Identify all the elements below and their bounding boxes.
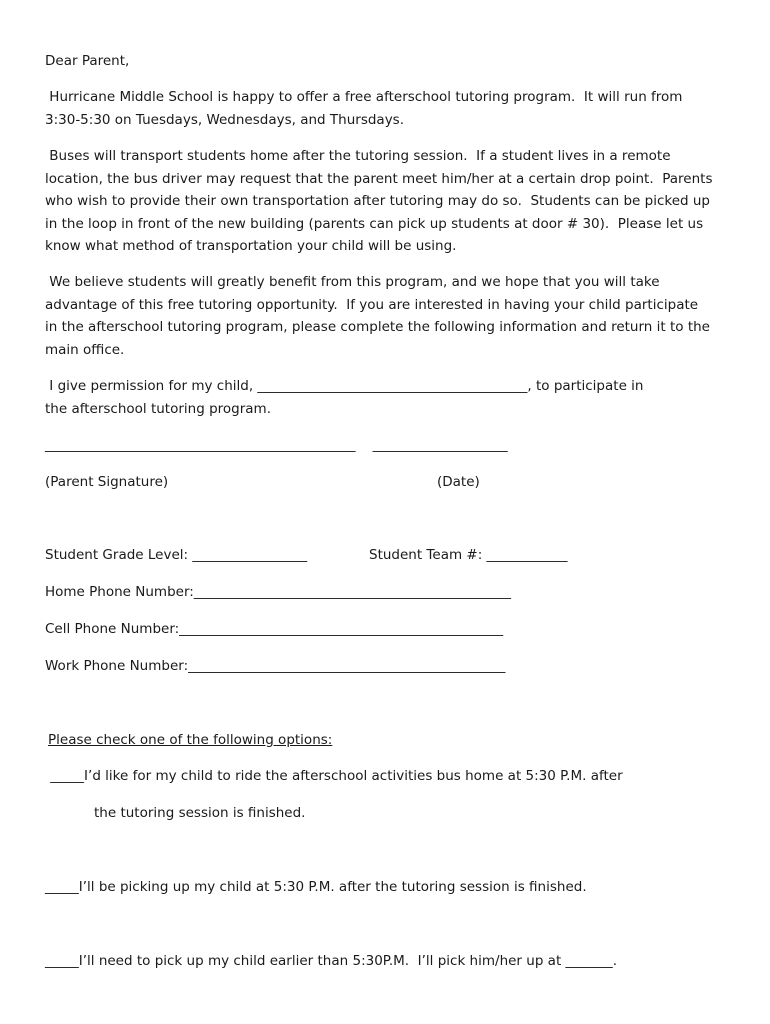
date-label: (Date) [437,474,480,490]
work-phone-field[interactable]: Work Phone Number:_______________________________________________ [45,658,506,674]
grade-level-field[interactable]: Student Grade Level: _________________ [45,547,308,563]
text-line: I give permission for my child, ________________________________________, to participate in [45,378,644,394]
text-line: in the afterschool tutoring program, please complete the following information and return it to the [45,319,710,335]
text-line: the afterschool tutoring program. [45,400,271,417]
option-pickup-530[interactable]: _____I’ll be picking up my child at 5:30 P.M. after the tutoring session is finished. [45,879,587,895]
permission-paragraph [45,375,725,420]
text-line: We believe students will greatly benefit from this program, and we hope that you will take [45,274,660,290]
text-line: location, the bus driver may request that the parent meet him/her at a certain drop point. Parents [45,170,713,187]
option-pickup-early[interactable]: _____I’ll need to pick up my child earlier than 5:30P.M. I’ll pick him/her up at _______. [45,953,618,969]
options-heading: Please check one of the following options: [48,732,333,748]
transport-paragraph [45,145,725,258]
home-phone-field[interactable]: Home Phone Number:_______________________________________________ [45,584,512,600]
text-line: in the loop in front of the new building (parents can pick up students at door # 30). Please let us [45,215,704,232]
greeting: Dear Parent, [45,53,130,69]
text-line: know what method of transportation your child will be using. [45,238,457,254]
parent-signature-label: (Parent Signature) [45,474,169,490]
intro-paragraph [45,86,725,131]
cell-phone-field[interactable]: Cell Phone Number:________________________________________________ [45,621,504,637]
signature-line[interactable]: ______________________________________________ ____________________ [45,437,508,453]
text-line: Buses will transport students home after the tutoring session. If a student lives in a remote [45,148,671,164]
text-line: main office. [45,341,125,358]
option-bus[interactable]: _____I’d like for my child to ride the afterschool activities bus home at 5:30 P.M. after [46,768,623,784]
benefit-paragraph [45,271,725,361]
text-line: 3:30-5:30 on Tuesdays, Wednesdays, and Thursdays. [45,111,405,128]
text-line: advantage of this free tutoring opportunity. If you are interested in having your child participate [45,296,699,313]
text-line: Hurricane Middle School is happy to offer a free afterschool tutoring program. It will run from [45,89,683,105]
option-bus-continued: the tutoring session is finished. [94,805,306,821]
text-line: who wish to provide their own transportation after tutoring may do so. Students can be picked up [45,193,711,209]
team-number-field[interactable]: Student Team #: ____________ [369,547,568,563]
